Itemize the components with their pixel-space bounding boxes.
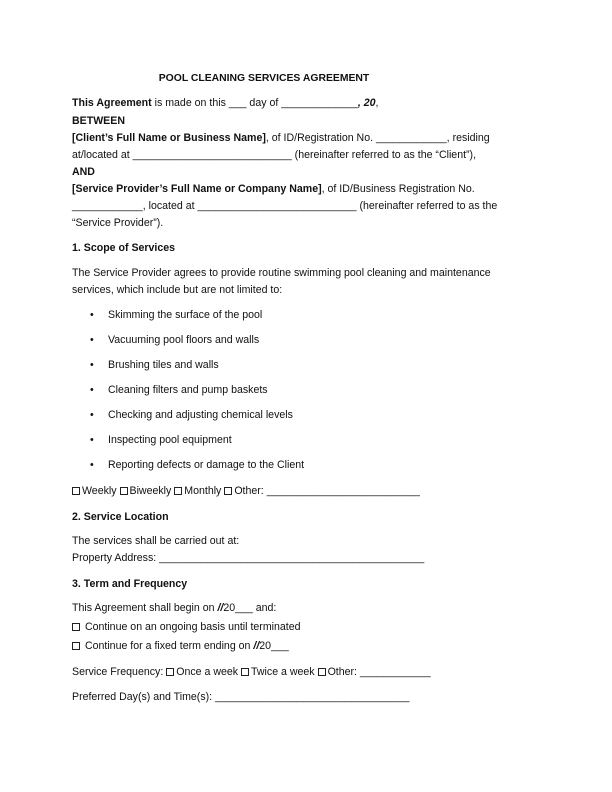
document-title: POOL CLEANING SERVICES AGREEMENT <box>158 73 370 84</box>
bullet-icon: • <box>90 384 94 396</box>
fixed-term-option: Continue for a fixed term ending on //20___ <box>72 641 289 652</box>
weekly-checkbox[interactable] <box>72 487 80 495</box>
agreement-label: This Agreement <box>72 97 152 109</box>
service-frequency-label: Service Frequency: <box>72 666 167 678</box>
monthly-checkbox[interactable] <box>174 487 182 495</box>
agreement-date-line: This Agreement is made on this ___ day of _____________, 20, <box>72 97 379 109</box>
provider-name-placeholder: [Service Provider’s Full Name or Company Name] <box>72 183 322 195</box>
agreement-date-text: is made on this ___ day of _____________ <box>151 97 358 109</box>
bullet-icon: • <box>90 309 94 321</box>
service-frequency-line: Service Frequency: Once a week Twice a week Other: ____________ <box>72 666 431 678</box>
section-1-paragraph-line-1: The Service Provider agrees to provide routine swimming pool cleaning and maintenance <box>72 267 491 279</box>
service-frequency-options <box>72 486 420 497</box>
bullet-icon: • <box>90 434 94 446</box>
provider-line-2: ____________, located at ___________________________ (hereinafter referred to as the <box>72 200 498 212</box>
and-label: AND <box>72 166 95 178</box>
provider-registration-text: , of ID/Business Registration No. <box>321 183 475 195</box>
client-registration-text: , of ID/Registration No. ____________, residing <box>265 132 490 144</box>
ongoing-basis-option <box>72 622 301 633</box>
section-1-paragraph-line-2: services, which include but are not limited to: <box>72 284 283 296</box>
client-name-placeholder: [Client’s Full Name or Business Name] <box>72 132 266 144</box>
between-label: BETWEEN <box>72 115 125 127</box>
provider-line-1 <box>72 184 475 195</box>
fixed-term-label: Continue for a fixed term ending on <box>84 640 254 652</box>
property-address-field[interactable]: Property Address: _____________________________________________ <box>72 552 425 564</box>
agreement-begin-line: This Agreement shall begin on //20___ and: <box>72 602 277 614</box>
fixed-term-checkbox[interactable] <box>72 642 80 650</box>
provider-line-3: “Service Provider”). <box>72 217 164 229</box>
section-3-heading: 3. Term and Frequency <box>72 578 188 590</box>
once-a-week-checkbox[interactable] <box>166 668 174 676</box>
client-line-1 <box>72 133 490 144</box>
frequency-other-checkbox[interactable] <box>318 668 326 676</box>
biweekly-checkbox[interactable] <box>120 487 128 495</box>
monthly-label: Monthly <box>184 485 222 497</box>
bullet-icon: • <box>90 359 94 371</box>
other-checkbox[interactable] <box>224 487 232 495</box>
section-2-paragraph: The services shall be carried out at: <box>72 535 240 547</box>
twice-a-week-checkbox[interactable] <box>241 668 249 676</box>
weekly-label: Weekly <box>82 485 117 497</box>
section-2-heading: 2. Service Location <box>72 511 169 523</box>
agreement-year: , 20 <box>357 97 376 109</box>
section-1-heading: 1. Scope of Services <box>72 242 176 254</box>
ongoing-label: Continue on an ongoing basis until terminated <box>84 621 301 633</box>
biweekly-label: Biweekly <box>129 485 172 497</box>
agreement-page: POOL CLEANING SERVICES AGREEMENT This Agreement is made on this ___ day of _____________, 20, BETWEEN [Client’s Full Name or Business Name], of ID/Registration No. ____________, residing at/located at ___________________________ (hereinafter referred to as the “Client”), AND [Service Provider’s Full Name or Company Name], of ID/Business Registration No. ____________, located at ___________________________ (hereinafter referred to as the “Service Provider”). 1. Scope of Services The Service Provider agrees to provide routine swimming pool cleaning and maintenance services, which include but are not limited to: • Skimming the surface of the pool • Vacuuming pool floors and walls • Brushing tiles and walls • Cleaning filters and pump baskets • Checking and adjusting chemical levels • Inspecting pool equipment • Reporting defects or damage to the Client Weekly Biweekly Monthly Other: __________________________ 2. Service Location The services shall be carried out at: Property Address: _____________________________________________ 3. Term and Frequency This Agreement shall begin on //20___ and: Continue on an ongoing basis until terminated Continue for a fixed term ending on //20___ Service Frequency: Once a week Twice a week Other: ____________ Preferred Day(s) and Time(s): _________________________________ <box>0 0 612 792</box>
ongoing-checkbox[interactable] <box>72 623 80 631</box>
bullet-icon: • <box>90 459 94 471</box>
bullet-icon: • <box>90 409 94 421</box>
other-label: Other: __________________________ <box>234 485 420 497</box>
client-line-2: at/located at ___________________________ (hereinafter referred to as the “Client”), <box>72 149 477 161</box>
preferred-day-time-field[interactable]: Preferred Day(s) and Time(s): _________________________________ <box>72 691 410 703</box>
bullet-icon: • <box>90 334 94 346</box>
